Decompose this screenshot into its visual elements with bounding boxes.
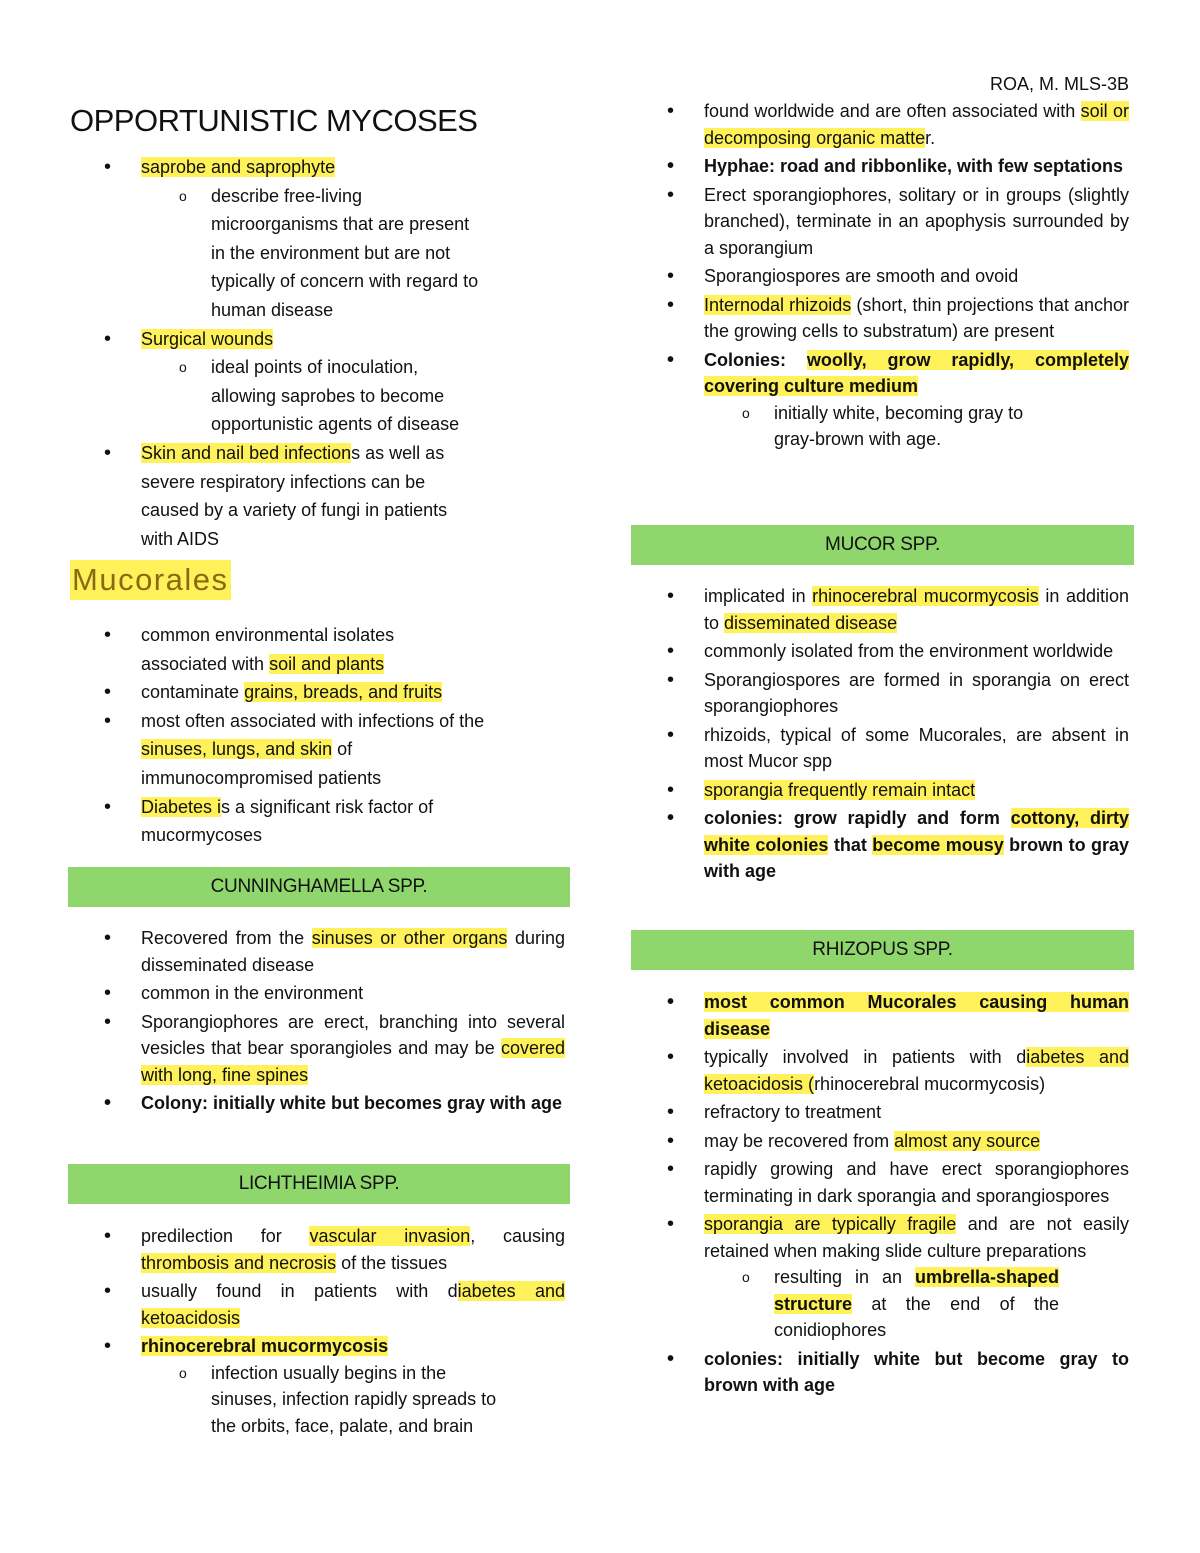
intro-list [68,153,558,553]
highlighted-text: sporangia frequently remain intact [704,779,976,800]
list-item [68,621,481,678]
body-text: Hyphae: road and ribbonlike, with few septations [704,156,1124,176]
highlighted-text: iabetes and ketoacidosis ( [704,1047,1130,1094]
highlighted-text: thrombosis and necrosis [141,1252,337,1273]
highlighted-text: umbrella-shaped structure [774,1267,1059,1314]
body-text: Colonies: [704,349,807,370]
highlighted-text: soil and plants [269,653,385,674]
body-text: describe free-living microorganisms that are present in the environment but are not typically of concern with regard to human disease [211,185,479,320]
list-item [631,1044,1129,1097]
sub-list-item [141,182,481,325]
section-header-mucor: MUCOR SPP. [631,525,1134,565]
sub-list-item [141,1360,497,1440]
list-item [631,805,1129,885]
author-label: ROA, M. MLS-3B [989,74,1129,94]
body-text: found worldwide and are often associated with [704,101,1081,121]
body-text: common environmental isolates associated with [141,625,395,674]
list-item [631,1346,1129,1399]
body-text: and are not easily retained when making slide culture preparations [704,1214,1130,1261]
list-item [68,153,558,325]
body-text: typically involved in patients with d [704,1047,1027,1067]
body-text: s a significant risk factor of mucormycoses [141,796,434,846]
body-text: of immunocompromised patients [141,739,382,788]
body-text: s as well as severe respiratory infections can be caused by a variety of fungi in patients with AIDS [141,442,448,549]
list-item [631,989,1129,1042]
list-item [68,325,558,439]
body-text: infection usually begins in the sinuses, infection rapidly spreads to the orbits, face, palate, and brain [211,1362,497,1436]
list-item [68,439,481,553]
sub-list-item [704,400,1059,453]
highlighted-text: covered with long, fine spines [141,1038,565,1085]
list-item [68,1090,565,1117]
highlighted-text: rhinocerebral mucormycosis [141,1336,389,1356]
highlighted-text: Surgical wounds [141,328,274,349]
list-item [631,777,1129,804]
sub-list-item [704,1264,1059,1344]
body-text: refractory to treatment [704,1102,882,1122]
body-text: brown to gray with age [704,834,1130,881]
body-text: most often associated with infections of the [141,710,485,731]
list-item [631,1211,1129,1344]
body-text: during disseminated disease [141,928,565,975]
section-header-rhizopus: RHIZOPUS SPP. [631,930,1134,970]
body-text: resulting in an [774,1267,915,1287]
body-text: rhizoids, typical of some Mucorales, are absent in most Mucor spp [704,724,1129,771]
body-text: of the tissues [336,1252,448,1273]
body-text: Sporangiospores are smooth and ovoid [704,266,1019,286]
list-item [631,347,1129,453]
highlighted-text: almost any source [894,1130,1041,1151]
body-text: rapidly growing and have erect sporangiophores terminating in dark sporangia and sporangiospores [704,1159,1129,1206]
highlighted-text: grains, breads, and fruits [244,682,443,703]
body-text: Colony: initially white but becomes gray with age [141,1093,563,1113]
body-text: Erect sporangiophores, solitary or in groups (slightly branched), terminate in an apophysis surrounded by a sporangium [704,184,1129,258]
highlighted-text: iabetes and ketoacidosis [141,1281,565,1328]
highlighted-text: vascular invasion [309,1226,471,1246]
list-item [631,1128,1129,1155]
highlighted-text: rhinocerebral mucormycosis [812,586,1039,606]
section-header-lichtheimia: LICHTHEIMIA SPP. [68,1164,570,1204]
list-item [631,722,1129,775]
page-title: OPPORTUNISTIC MYCOSES [70,103,478,138]
list-item [631,182,1129,262]
list-item [68,1333,565,1439]
body-text: at the end of the conidiophores [774,1293,1059,1340]
list-item [68,980,565,1007]
highlighted-text: soil or decomposing organic matte [704,101,1129,148]
body-text: Sporangiospores are formed in sporangia on erect sporangiophores [704,669,1129,716]
list-item [631,98,1129,151]
list-item [68,1223,565,1276]
body-text: , causing [470,1226,565,1246]
mucorales-list [68,621,558,850]
body-text: predilection for [141,1226,310,1246]
highlighted-text: cottony, dirty white colonies [704,808,1129,855]
section-title: Mucorales [70,560,231,600]
list-item [68,925,565,978]
list-item [631,667,1129,720]
highlighted-text: Diabetes i [141,796,222,817]
body-text: that [828,834,873,855]
highlighted-text: sinuses, lungs, and skin [141,739,333,760]
body-text: contaminate [141,682,245,703]
mucor-list [631,583,1129,885]
highlighted-text: woolly, grow rapidly, completely covering culture medium [704,349,1129,396]
body-text: implicated in [704,586,813,606]
list-item [631,263,1129,290]
body-text: initially white, becoming gray to gray-brown with age. [774,402,1024,449]
body-text: colonies: grow rapidly and form [704,808,1011,828]
list-item [68,1278,565,1331]
body-text: Sporangiophores are erect, branching into several vesicles that bear sporangioles and may be [141,1011,565,1058]
cunninghamella-list [68,925,565,1117]
body-text: commonly isolated from the environment worldwide [704,641,1114,661]
body-text: in addition to [704,586,1129,633]
body-text: Recovered from the [141,928,312,948]
highlighted-text: become mousy [872,834,1004,855]
section-header-cunninghamella: CUNNINGHAMELLA SPP. [68,867,570,907]
highlighted-text: saprobe and saprophyte [141,157,336,177]
body-text: rhinocerebral mucormycosis) [814,1073,1046,1094]
list-item [631,638,1129,665]
highlighted-text: Skin and nail bed infection [141,442,352,463]
body-text: may be recovered from [704,1130,895,1151]
list-item [631,1099,1129,1126]
body-text: common in the environment [141,983,364,1003]
list-item [68,1009,565,1089]
body-text: (short, thin projections that anchor the growing cells to substratum) are present [704,294,1129,341]
highlighted-text: Internodal rhizoids [704,294,852,315]
rhizopus-list [631,989,1129,1399]
list-item [68,793,441,850]
highlighted-text: disseminated disease [724,612,898,633]
body-text: r. [925,127,936,148]
continued-list [631,98,1129,453]
body-text: ideal points of inoculation, allowing saprobes to become opportunistic agents of disease [211,357,460,435]
list-item [631,1156,1129,1209]
highlighted-text: sporangia are typically fragile [704,1214,957,1234]
highlighted-text: sinuses or other organs [311,928,508,948]
list-item [631,153,1129,180]
body-text: colonies: initially white but become gray to brown with age [704,1348,1129,1395]
list-item [631,292,1129,345]
list-item [68,678,558,707]
list-item [631,583,1129,636]
body-text: usually found in patients with d [141,1281,458,1301]
list-item [68,707,491,793]
sub-list-item [141,353,481,439]
lichtheimia-list [68,1223,565,1439]
highlighted-text: most common Mucorales causing human disease [704,992,1129,1039]
